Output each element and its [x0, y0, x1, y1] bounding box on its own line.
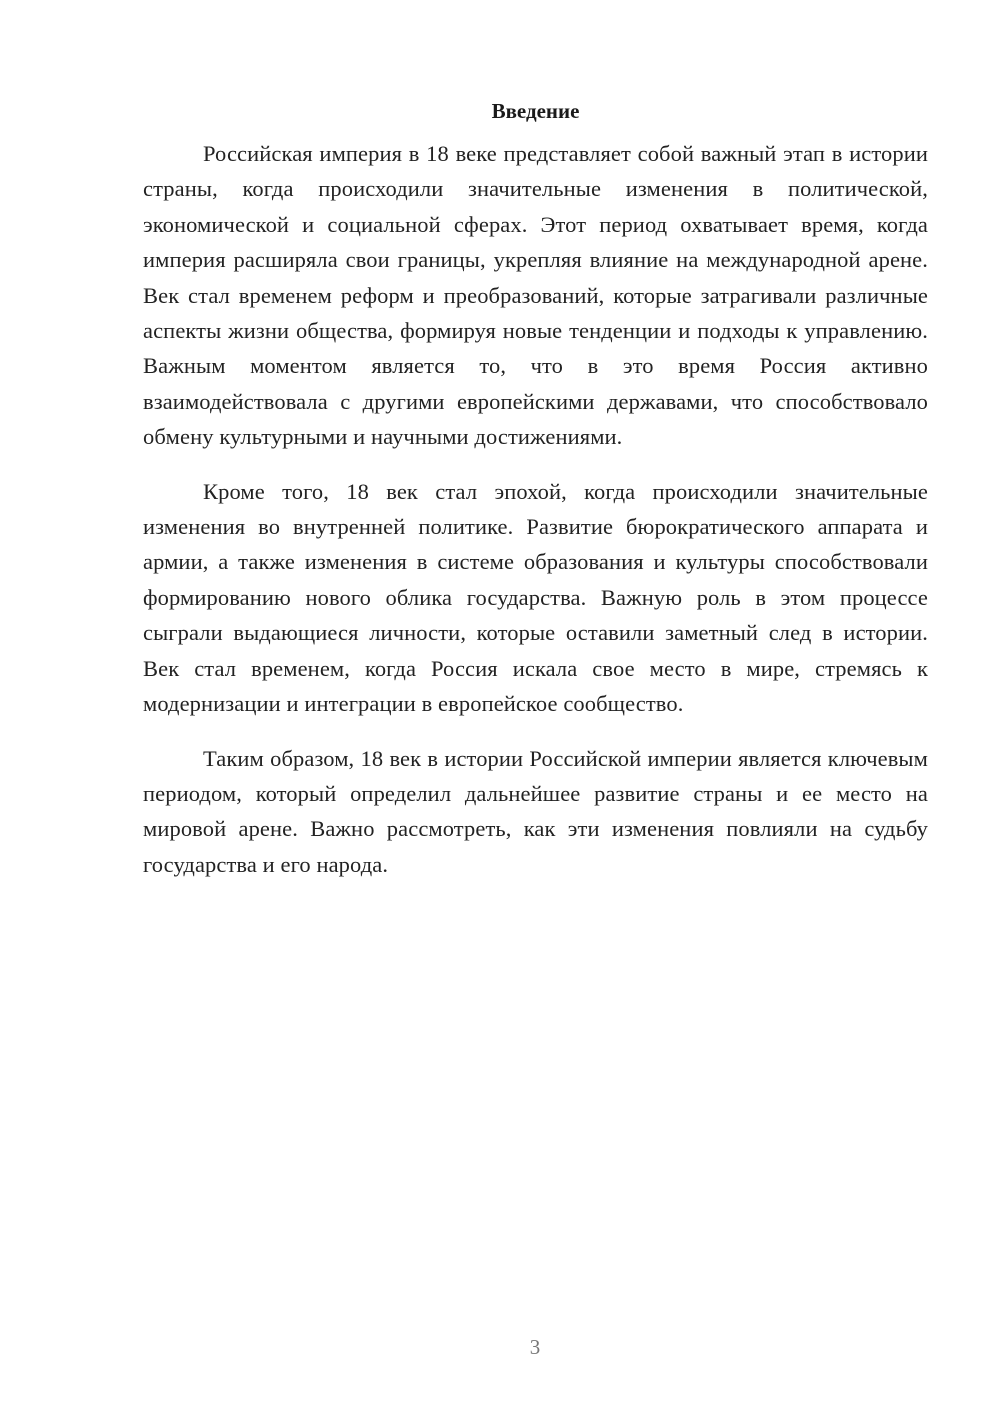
- paragraph-2: Кроме того, 18 век стал эпохой, когда происходили значительные изменения во внутренней политике. Развитие бюрократического аппарата и армии, а также изменения в системе образования и культуры способствовали формированию нового облика государства. Важную роль в этом процессе сыграли выдающиеся личности, которые оставили заметный след в истории. Век стал временем, когда Россия искала свое место в мире, стремясь к модернизации и интеграции в европейское сообщество.: [143, 478, 928, 717]
- paragraph-1: Российская империя в 18 веке представляет собой важный этап в истории страны, когда происходили значительные изменения в политической, экономической и социальной сферах. Этот период охватывает время, когда империя расширяла свои границы, укрепляя влияние на международной арене. Век стал временем реформ и преобразований, которые затрагивали различные аспекты жизни общества, формируя новые тенденции и подходы к управлению. Важным моментом является то, что в это время Россия активно взаимодействовала с другими европейскими державами, что способствовало обмену культурными и научными достижениями.: [143, 141, 928, 450]
- paragraph-3: Таким образом, 18 век в истории Российской империи является ключевым периодом, который определил дальнейшее развитие страны и ее место на мировой арене. Важно рассмотреть, как эти изменения повлияли на судьбу государства и его народа.: [143, 745, 928, 877]
- page-content: [143, 96, 928, 901]
- section-title: Введение: [491, 99, 580, 123]
- page-number: 3: [529, 1335, 541, 1359]
